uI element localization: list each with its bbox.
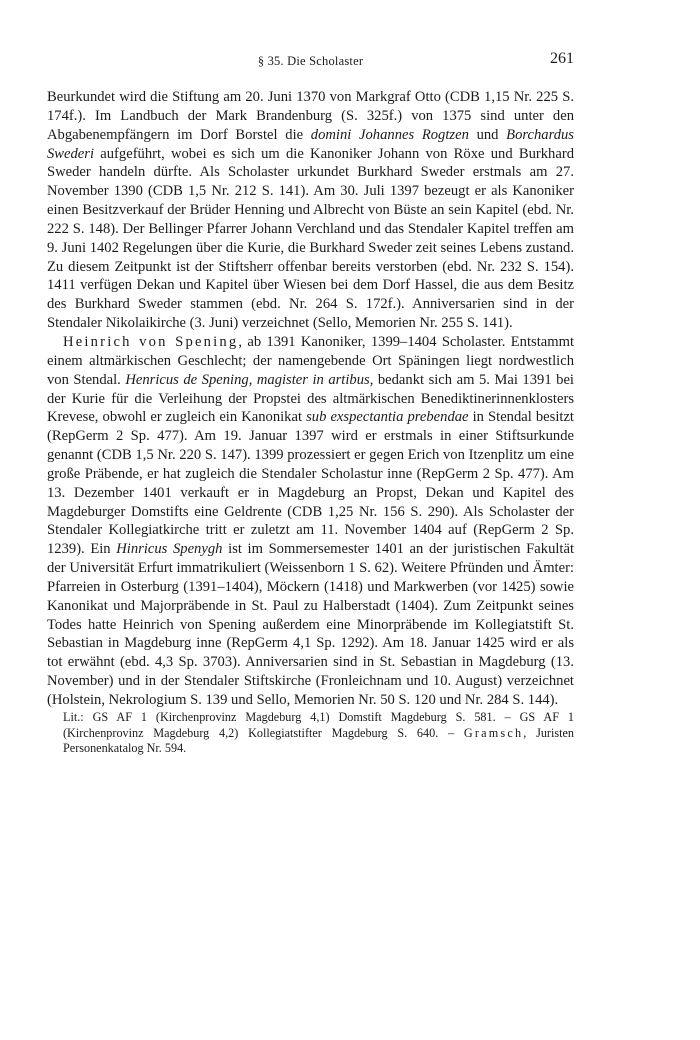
literature-author: Gramsch xyxy=(463,725,524,740)
text-segment: aufgeführt, wobei es sich um die Kanoniker Johann von Röxe und Burkhard Sweder handeln dürfte. Als Scholaster urkundet Burkhard Sweder erstmals am 27. November 1390 (CDB 1,5 Nr. 212 S. 141). Am 30. Juli 1397 bezeugt er als Kanoniker einen Besitzverkauf der Brüder Henning und Albrecht von Büste an sein Kapitel (ebd. Nr. 222 S. 148). Der Bellinger Pfarrer Johann Verchland und das Stendaler Kapitel treffen am 9. Juni 1402 Regelungen über die Kurie, die Burkhard Sweder zeit seines Lebens zustand. Zu diesem Zeitpunkt ist der Stiftsherr offenbar bereits verstorben (ebd. Nr. 232 S. 154). 1411 verfügen Dekan und Kapitel über Wiesen bei dem Dorf Hassel, die aus dem Besitz des Burkhard Sweder stammen (ebd. Nr. 264 S. 172f.). Anniversarien sind in der Stendaler Nikolaikirche (3. Juni) verzeichnet (Sello, Memorien Nr. 255 S. 141). xyxy=(47,145,574,332)
running-title: § 35. Die Scholaster xyxy=(257,54,364,68)
latin-name: domini Johannes Rogtzen xyxy=(310,126,469,143)
body-text xyxy=(47,88,574,757)
person-name: Heinrich von Spening xyxy=(63,333,239,350)
literature-tail: , Juristen Personenkatalog Nr. 594. xyxy=(63,725,575,756)
text-segment: in Stendal besitzt (RepGerm 2 Sp. 477). Am 19. Januar 1397 wird er erstmals in einer Stiftsurkunde genannt (CDB 1,5 Nr. 220 S. 147). 1399 prozessiert er gegen Erich von Itzenplitz um eine große Präbende, er hat zugleich die Stendaler Scholastur inne (RepGerm 2 Sp. 477). Am 13. Dezember 1401 verkauft er in Magdeburg an Propst, Dekan und Kapitel des Magdeburger Domstifts eine Geldrente (CDB 1,25 Nr. 156 S. 290). Als Scholaster der Stendaler Kollegiatkirche tritt er zuletzt am 11. November 1404 auf (RepGerm 2 Sp. 1239). Ein xyxy=(47,409,574,558)
literature-note xyxy=(47,710,574,757)
text-segment: , bedankt sich am 5. Mai 1391 bei der Kurie für die Verleihung der Propstei des altmärkischen Benediktinerinnenklosters Krevese, obwohl er zugleich ein Kanonikat xyxy=(47,371,574,426)
page-header xyxy=(47,50,574,76)
latin-phrase: sub exspectantia prebendae xyxy=(306,409,469,426)
text-segment: ist im Sommersemester 1401 an der juristischen Fakultät der Universität Erfurt immatrikuliert (Weissenborn 1 S. 62). Weitere Pfründen und Ämter: Pfarreien in Osterburg (1391–1404), Möckern (1418) und Markwerben (vor 1425) sowie Kanonikat und Majorpräbende in St. Paul zu Halberstadt (1404). Zum Zeitpunkt seines Todes hatte Heinrich von Spening außerdem eine Minorpräbende im Kollegiatstift St. Sebastian in Magdeburg inne (RepGerm 4,1 Sp. 1292). Am 18. Januar 1425 wird er als tot erwähnt (ebd. 4,3 Sp. 3703). Anniversarien sind in St. Sebastian in Magdeburg (13. November) und in der Stendaler Stiftskirche (Fronleichnam und 10. August) verzeichnet (Holstein, Nekrologium S. 139 und Sello, Memorien Nr. 50 S. 120 und Nr. 284 S. 144). xyxy=(47,541,575,708)
latin-name: Henricus de Spening, magister in artibus xyxy=(125,371,370,388)
entry-heinrich-von-spening xyxy=(47,333,574,710)
entry-burkhard-sweder xyxy=(47,88,574,333)
text-segment: Beurkundet wird die Stiftung am 20. Juni 1370 von Markgraf Otto (CDB 1,15 Nr. 225 S. 174f.). Im Landbuch der Mark Brandenburg (S. 325f.) von 1375 sind unter den Abgabenempfängern im Dorf Borstel die xyxy=(47,89,574,143)
latin-name: Hinricus Spenygh xyxy=(116,541,223,558)
text-segment: und xyxy=(468,126,507,143)
page-number: 261 xyxy=(550,50,574,67)
literature-text: Lit.: GS AF 1 (Kirchenprovinz Magdeburg 4,1) Domstift Magdeburg S. 581. – GS AF 1 (Kirchenprovinz Magdeburg 4,2) Kollegiatstifter Magdeburg S. 640. – xyxy=(63,709,574,740)
latin-name: Borchardus Swederi xyxy=(47,126,574,162)
text-segment: , ab 1391 Kanoniker, 1399–1404 Scholaster. Entstammt einem altmärkischen Geschlecht; der namengebende Ort Späningen liegt nordwestlich von Stendal. xyxy=(47,333,574,388)
